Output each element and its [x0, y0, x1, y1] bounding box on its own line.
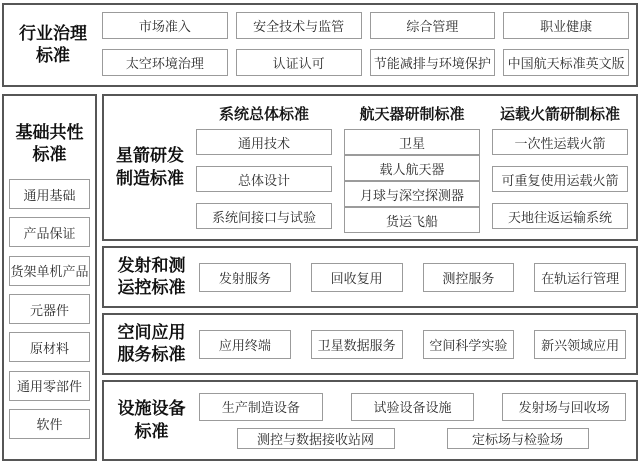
- space-application-boxes: [199, 315, 636, 373]
- launch-ttc-label: [104, 248, 199, 306]
- standard-box: 系统间接口与试验: [196, 203, 332, 229]
- spacecraft-column: [344, 104, 480, 229]
- standard-box: 节能减排与环境保护: [370, 49, 496, 76]
- standard-box: 产品保证: [9, 217, 90, 247]
- standard-box: 总体设计: [196, 166, 332, 192]
- lower-area: [2, 94, 638, 461]
- standard-box: 载人航天器: [344, 155, 480, 181]
- label-line: 行业治理: [19, 23, 87, 43]
- column-boxes: [492, 129, 628, 229]
- standard-box: 测控与数据接收站网: [237, 428, 395, 449]
- label-line: 设施设备: [117, 399, 186, 419]
- column-header: 航天器研制标准: [359, 106, 465, 123]
- standard-box: 新兴领域应用: [534, 330, 626, 359]
- facility-equipment-rows: [199, 382, 636, 459]
- industry-governance-grid: [102, 5, 636, 85]
- rnd-columns: [196, 96, 636, 239]
- standard-box: 回收复用: [311, 263, 403, 292]
- launch-vehicle-column: [492, 104, 628, 229]
- standard-box: 试验设备设施: [351, 393, 475, 421]
- standard-box: 在轨运行管理: [534, 263, 626, 292]
- standard-box: 可重复使用运载火箭: [492, 166, 628, 192]
- basic-common-items: [9, 179, 90, 439]
- basic-common-section: [2, 94, 97, 461]
- standard-box: 卫星: [344, 129, 480, 155]
- launch-ttc-section: [102, 246, 638, 308]
- standard-box: 天地往返运输系统: [492, 203, 628, 229]
- standard-box: 应用终端: [199, 330, 291, 359]
- standard-box: 综合管理: [370, 12, 496, 39]
- standard-box: 职业健康: [503, 12, 629, 39]
- standard-box: 太空环境治理: [102, 49, 228, 76]
- column-header: 系统总体标准: [218, 106, 309, 123]
- standard-box: 安全技术与监管: [236, 12, 362, 39]
- label-line: 服务标准: [117, 345, 186, 364]
- standard-box: 通用零部件: [9, 371, 90, 401]
- standard-box: 定标场与检验场: [447, 428, 589, 449]
- label-line: 制造标准: [116, 168, 184, 188]
- standard-box: 一次性运载火箭: [492, 129, 628, 155]
- facility-row-2: [199, 428, 626, 449]
- space-application-label: [104, 315, 199, 373]
- standard-box: 原材料: [9, 332, 90, 362]
- standard-box: 软件: [9, 409, 90, 439]
- rocket-satellite-rnd-label: [104, 96, 196, 239]
- column-header: 运载火箭研制标准: [499, 106, 620, 123]
- basic-common-label: [16, 122, 84, 166]
- column-boxes: [344, 129, 480, 233]
- standard-box: 测控服务: [423, 263, 515, 292]
- label-line: 星箭研发: [116, 146, 184, 166]
- system-overall-column: [196, 104, 332, 229]
- standard-box: 元器件: [9, 294, 90, 324]
- facility-equipment-label: [104, 382, 199, 459]
- standard-box: 通用基础: [9, 179, 90, 209]
- space-application-section: [102, 313, 638, 375]
- main-column: [102, 94, 638, 461]
- standard-box: 通用技术: [196, 129, 332, 155]
- industry-governance-label: [4, 5, 102, 85]
- standard-box: 市场准入: [102, 12, 228, 39]
- standard-box: 货架单机产品: [9, 256, 90, 286]
- rocket-satellite-rnd-section: [102, 94, 638, 241]
- standard-box: 月球与深空探测器: [344, 181, 480, 207]
- facility-row-1: [199, 393, 626, 421]
- standard-box: 卫星数据服务: [311, 330, 403, 359]
- standard-box: 发射场与回收场: [502, 393, 626, 421]
- standard-box: 认证认可: [236, 49, 362, 76]
- column-boxes: [196, 129, 332, 229]
- label-line: 标准: [134, 421, 169, 441]
- standard-box: 生产制造设备: [199, 393, 323, 421]
- standard-box: 货运飞船: [344, 207, 480, 233]
- industry-governance-section: [2, 3, 638, 87]
- label-line: 空间应用: [117, 322, 186, 342]
- standard-box: 中国航天标准英文版: [503, 49, 629, 76]
- label-line: 发射和测: [117, 255, 186, 275]
- label-line: 运控标准: [117, 278, 186, 297]
- standard-box: 空间科学实验: [423, 330, 515, 359]
- label-line: 标准: [36, 46, 70, 65]
- facility-equipment-section: [102, 380, 638, 461]
- label-line: 基础共性: [15, 123, 84, 142]
- label-line: 标准: [32, 145, 67, 165]
- standard-box: 发射服务: [199, 263, 291, 292]
- launch-ttc-boxes: [199, 248, 636, 306]
